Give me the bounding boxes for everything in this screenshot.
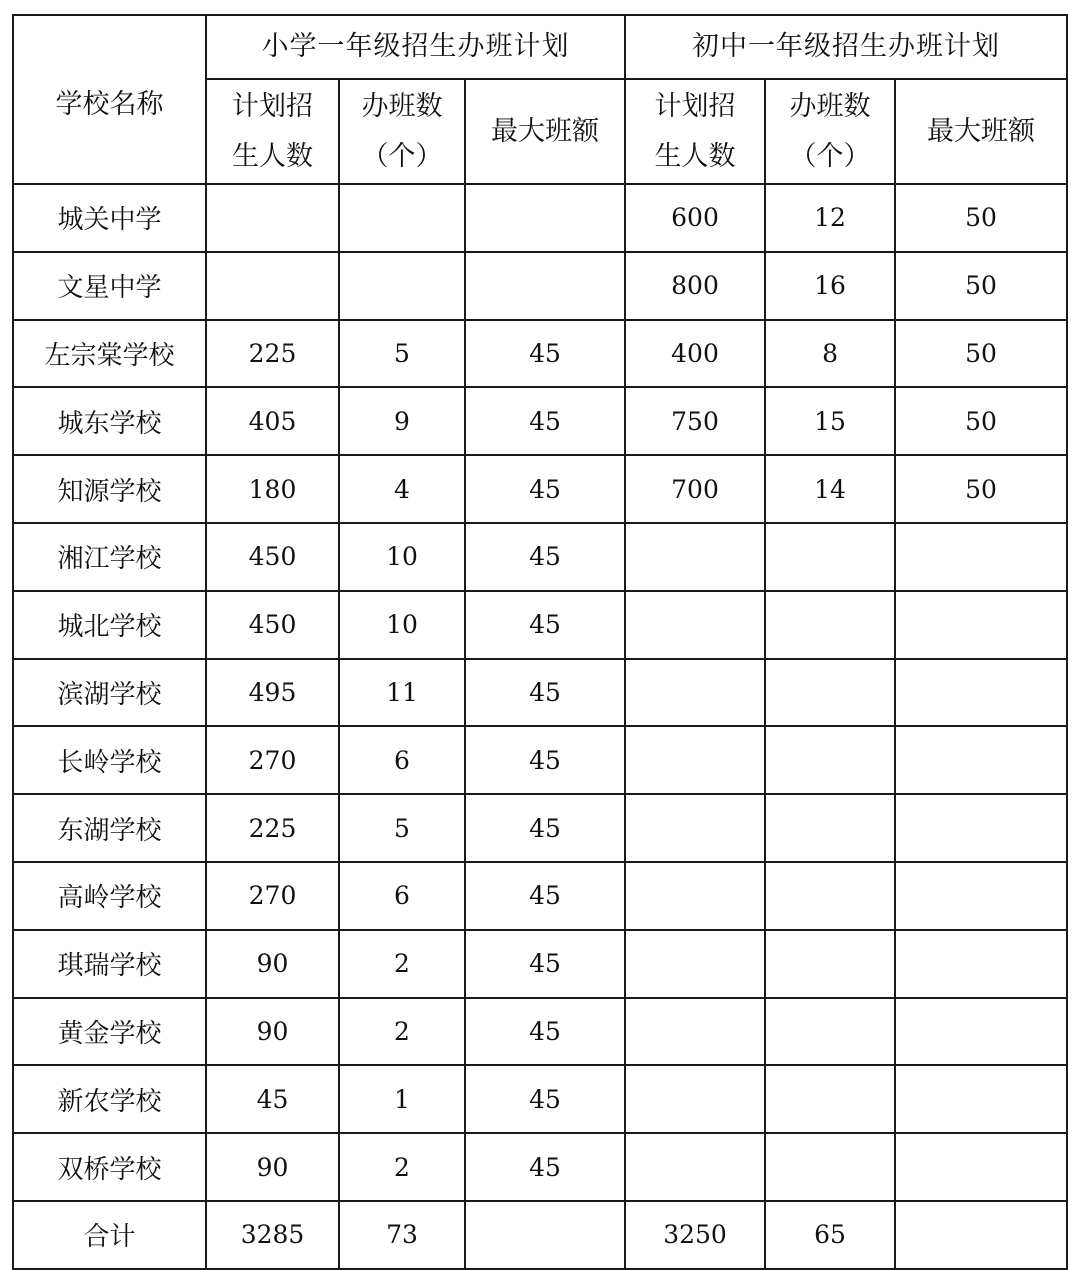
total-row [13, 1201, 1067, 1269]
primary-planned-enrollment-cell: 225 [206, 320, 339, 388]
header-line: 生人数 [232, 140, 313, 172]
primary-planned-enrollment-cell: 90 [206, 1133, 339, 1201]
middle-classes-cell [765, 930, 895, 998]
school-name-cell: 城北学校 [13, 591, 206, 659]
table-body [13, 184, 1067, 1269]
middle-classes-cell [765, 726, 895, 794]
school-name-cell: 新农学校 [13, 1065, 206, 1133]
primary-planned-enrollment-cell: 450 [206, 591, 339, 659]
primary-max-class-size-cell: 45 [465, 659, 625, 727]
middle-max-class-size-cell: 50 [895, 184, 1067, 252]
header-line: 生人数 [654, 140, 736, 172]
primary-classes-cell: 10 [339, 591, 465, 659]
enrollment-plan-table [12, 14, 1068, 1270]
primary-classes-cell [339, 184, 465, 252]
table-row [13, 1065, 1067, 1133]
primary-classes-cell: 1 [339, 1065, 465, 1133]
primary-classes-header [339, 79, 465, 184]
primary-planned-enrollment-cell: 495 [206, 659, 339, 727]
school-name-cell: 城东学校 [13, 387, 206, 455]
primary-max-class-size-cell: 45 [465, 794, 625, 862]
primary-planned-enrollment-cell: 45 [206, 1065, 339, 1133]
primary-planned-enrollment-cell: 450 [206, 523, 339, 591]
table-row [13, 455, 1067, 523]
middle-planned-enrollment-header [625, 79, 765, 184]
middle-classes-cell [765, 591, 895, 659]
primary-planned-enrollment-cell: 225 [206, 794, 339, 862]
primary-classes-cell: 4 [339, 455, 465, 523]
school-name-cell: 东湖学校 [13, 794, 206, 862]
table-row [13, 659, 1067, 727]
table-row [13, 320, 1067, 388]
primary-max-class-size-cell: 45 [465, 726, 625, 794]
primary-planned-enrollment-cell: 90 [206, 930, 339, 998]
header-line: （个） [361, 140, 443, 172]
primary-classes-cell: 2 [339, 1133, 465, 1201]
middle-max-class-size-cell: 50 [895, 252, 1067, 320]
middle-classes-cell [765, 998, 895, 1066]
school-name-cell: 湘江学校 [13, 523, 206, 591]
header-line: 办班数 [361, 90, 443, 122]
middle-planned-enrollment-cell: 800 [625, 252, 765, 320]
middle-max-class-size-cell [895, 1133, 1067, 1201]
header-line: （个） [789, 140, 871, 172]
middle-planned-enrollment-cell [625, 591, 765, 659]
header-line: 计划招 [654, 90, 736, 122]
primary-max-class-size-cell: 45 [465, 591, 625, 659]
middle-planned-enrollment-cell [625, 794, 765, 862]
primary-max-class-size-cell: 45 [465, 320, 625, 388]
middle-planned-enrollment-cell [625, 1133, 765, 1201]
table-row [13, 1133, 1067, 1201]
primary-planned-enrollment-cell: 3285 [206, 1201, 339, 1269]
primary-classes-cell: 5 [339, 320, 465, 388]
primary-max-class-size-cell: 45 [465, 862, 625, 930]
middle-planned-enrollment-cell [625, 726, 765, 794]
middle-planned-enrollment-cell: 3250 [625, 1201, 765, 1269]
primary-classes-cell: 10 [339, 523, 465, 591]
primary-planned-enrollment-cell: 180 [206, 455, 339, 523]
primary-planned-enrollment-cell: 405 [206, 387, 339, 455]
primary-max-class-size-cell: 45 [465, 930, 625, 998]
table-row [13, 862, 1067, 930]
primary-planned-enrollment-cell: 270 [206, 726, 339, 794]
primary-classes-cell: 5 [339, 794, 465, 862]
primary-classes-cell: 9 [339, 387, 465, 455]
primary-classes-cell: 2 [339, 998, 465, 1066]
primary-max-class-size-cell: 45 [465, 387, 625, 455]
middle-classes-cell: 8 [765, 320, 895, 388]
school-name-header: 学校名称 [13, 15, 206, 184]
school-name-cell: 左宗棠学校 [13, 320, 206, 388]
middle-classes-cell: 16 [765, 252, 895, 320]
school-name-cell: 双桥学校 [13, 1133, 206, 1201]
primary-max-class-size-cell: 45 [465, 998, 625, 1066]
school-name-cell: 高岭学校 [13, 862, 206, 930]
primary-classes-cell: 73 [339, 1201, 465, 1269]
primary-max-class-size-cell [465, 184, 625, 252]
table-row [13, 523, 1067, 591]
table-row [13, 794, 1067, 862]
table-row [13, 252, 1067, 320]
school-name-cell: 滨湖学校 [13, 659, 206, 727]
primary-max-class-size-cell: 45 [465, 1065, 625, 1133]
middle-classes-cell [765, 794, 895, 862]
middle-max-class-size-cell [895, 523, 1067, 591]
header-line: 计划招 [232, 90, 313, 122]
middle-planned-enrollment-cell [625, 659, 765, 727]
primary-classes-cell: 6 [339, 862, 465, 930]
middle-planned-enrollment-cell [625, 523, 765, 591]
middle-classes-cell [765, 1065, 895, 1133]
school-name-cell: 长岭学校 [13, 726, 206, 794]
middle-max-class-size-cell: 50 [895, 320, 1067, 388]
middle-max-class-size-cell: 50 [895, 455, 1067, 523]
middle-max-class-size-cell [895, 591, 1067, 659]
primary-max-class-size-header: 最大班额 [465, 79, 625, 184]
school-name-cell: 城关中学 [13, 184, 206, 252]
primary-planned-enrollment-cell: 90 [206, 998, 339, 1066]
table-row [13, 184, 1067, 252]
primary-max-class-size-cell [465, 1201, 625, 1269]
middle-classes-cell: 12 [765, 184, 895, 252]
middle-max-class-size-cell [895, 726, 1067, 794]
table-row [13, 998, 1067, 1066]
primary-planned-enrollment-cell: 270 [206, 862, 339, 930]
middle-planned-enrollment-cell [625, 1065, 765, 1133]
middle-planned-enrollment-cell: 700 [625, 455, 765, 523]
primary-max-class-size-cell: 45 [465, 455, 625, 523]
school-name-cell: 琪瑞学校 [13, 930, 206, 998]
middle-max-class-size-cell [895, 930, 1067, 998]
middle-classes-cell [765, 862, 895, 930]
middle-grade1-plan-header: 初中一年级招生办班计划 [625, 15, 1067, 79]
middle-planned-enrollment-cell [625, 998, 765, 1066]
primary-max-class-size-cell: 45 [465, 523, 625, 591]
middle-classes-cell [765, 1133, 895, 1201]
middle-max-class-size-cell: 50 [895, 387, 1067, 455]
school-name-cell: 文星中学 [13, 252, 206, 320]
middle-classes-header [765, 79, 895, 184]
middle-planned-enrollment-cell [625, 930, 765, 998]
header-row-groups [13, 15, 1067, 79]
header-line: 办班数 [789, 90, 871, 122]
middle-max-class-size-cell [895, 998, 1067, 1066]
middle-max-class-size-cell [895, 659, 1067, 727]
primary-planned-enrollment-cell [206, 252, 339, 320]
middle-max-class-size-header: 最大班额 [895, 79, 1067, 184]
middle-planned-enrollment-cell: 750 [625, 387, 765, 455]
table-row [13, 726, 1067, 794]
table-row [13, 591, 1067, 659]
middle-planned-enrollment-cell: 600 [625, 184, 765, 252]
school-name-cell: 知源学校 [13, 455, 206, 523]
primary-planned-enrollment-header [206, 79, 339, 184]
middle-classes-cell: 15 [765, 387, 895, 455]
table-row [13, 930, 1067, 998]
primary-classes-cell: 6 [339, 726, 465, 794]
middle-max-class-size-cell [895, 862, 1067, 930]
middle-max-class-size-cell [895, 794, 1067, 862]
primary-planned-enrollment-cell [206, 184, 339, 252]
middle-planned-enrollment-cell [625, 862, 765, 930]
primary-max-class-size-cell [465, 252, 625, 320]
primary-classes-cell: 2 [339, 930, 465, 998]
middle-max-class-size-cell [895, 1065, 1067, 1133]
school-name-cell: 合计 [13, 1201, 206, 1269]
middle-classes-cell: 14 [765, 455, 895, 523]
middle-planned-enrollment-cell: 400 [625, 320, 765, 388]
school-name-cell: 黄金学校 [13, 998, 206, 1066]
primary-classes-cell: 11 [339, 659, 465, 727]
primary-max-class-size-cell: 45 [465, 1133, 625, 1201]
middle-classes-cell [765, 523, 895, 591]
middle-classes-cell: 65 [765, 1201, 895, 1269]
table-row [13, 387, 1067, 455]
primary-classes-cell [339, 252, 465, 320]
middle-max-class-size-cell [895, 1201, 1067, 1269]
primary-grade1-plan-header: 小学一年级招生办班计划 [206, 15, 625, 79]
middle-classes-cell [765, 659, 895, 727]
